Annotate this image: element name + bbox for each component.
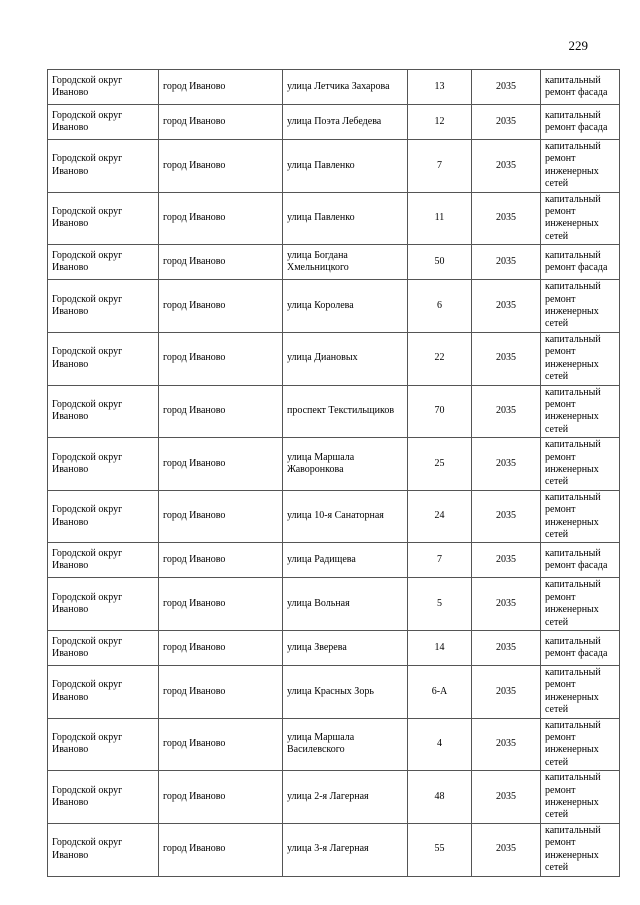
table-row	[48, 105, 620, 140]
work-type-cell: капитальный ремонт инженерных сетей	[541, 140, 620, 193]
table-row	[48, 823, 620, 876]
work-type-cell: капитальный ремонт инженерных сетей	[541, 280, 620, 333]
work-type-cell: капитальный ремонт инженерных сетей	[541, 718, 620, 771]
okrug-cell: Городской округ Иваново	[48, 823, 159, 876]
street-cell: улица Богдана Хмельницкого	[283, 245, 408, 280]
work-type-cell: капитальный ремонт инженерных сетей	[541, 385, 620, 438]
city-cell: город Иваново	[159, 245, 283, 280]
okrug-cell: Городской округ Иваново	[48, 70, 159, 105]
table-row	[48, 245, 620, 280]
street-cell: улица Маршала Жаворонкова	[283, 438, 408, 491]
city-cell: город Иваново	[159, 438, 283, 491]
street-cell: улица 10-я Санаторная	[283, 490, 408, 543]
house-number-cell: 7	[408, 140, 472, 193]
city-cell: город Иваново	[159, 385, 283, 438]
table-row	[48, 543, 620, 578]
okrug-cell: Городской округ Иваново	[48, 438, 159, 491]
year-cell: 2035	[472, 771, 541, 824]
table-row	[48, 70, 620, 105]
table-body	[48, 70, 620, 877]
year-cell: 2035	[472, 631, 541, 666]
street-cell: проспект Текстильщиков	[283, 385, 408, 438]
year-cell: 2035	[472, 543, 541, 578]
work-type-cell: капитальный ремонт инженерных сетей	[541, 823, 620, 876]
city-cell: город Иваново	[159, 70, 283, 105]
okrug-cell: Городской округ Иваново	[48, 666, 159, 719]
okrug-cell: Городской округ Иваново	[48, 631, 159, 666]
okrug-cell: Городской округ Иваново	[48, 280, 159, 333]
street-cell: улица Летчика Захарова	[283, 70, 408, 105]
okrug-cell: Городской округ Иваново	[48, 578, 159, 631]
house-number-cell: 6	[408, 280, 472, 333]
house-number-cell: 24	[408, 490, 472, 543]
city-cell: город Иваново	[159, 140, 283, 193]
work-type-cell: капитальный ремонт фасада	[541, 631, 620, 666]
work-type-cell: капитальный ремонт фасада	[541, 543, 620, 578]
city-cell: город Иваново	[159, 666, 283, 719]
house-number-cell: 4	[408, 718, 472, 771]
okrug-cell: Городской округ Иваново	[48, 140, 159, 193]
table-row	[48, 332, 620, 385]
street-cell: улица 2-я Лагерная	[283, 771, 408, 824]
house-number-cell: 5	[408, 578, 472, 631]
city-cell: город Иваново	[159, 578, 283, 631]
year-cell: 2035	[472, 578, 541, 631]
city-cell: город Иваново	[159, 192, 283, 245]
year-cell: 2035	[472, 70, 541, 105]
okrug-cell: Городской округ Иваново	[48, 543, 159, 578]
house-number-cell: 70	[408, 385, 472, 438]
street-cell: улица Павленко	[283, 140, 408, 193]
repair-schedule-table	[47, 69, 620, 877]
city-cell: город Иваново	[159, 332, 283, 385]
street-cell: улица Маршала Василевского	[283, 718, 408, 771]
city-cell: город Иваново	[159, 718, 283, 771]
table-row	[48, 666, 620, 719]
street-cell: улица Королева	[283, 280, 408, 333]
okrug-cell: Городской округ Иваново	[48, 332, 159, 385]
year-cell: 2035	[472, 385, 541, 438]
house-number-cell: 25	[408, 438, 472, 491]
table-row	[48, 280, 620, 333]
work-type-cell: капитальный ремонт инженерных сетей	[541, 332, 620, 385]
table-row	[48, 385, 620, 438]
city-cell: город Иваново	[159, 280, 283, 333]
year-cell: 2035	[472, 718, 541, 771]
street-cell: улица Зверева	[283, 631, 408, 666]
work-type-cell: капитальный ремонт инженерных сетей	[541, 192, 620, 245]
city-cell: город Иваново	[159, 105, 283, 140]
house-number-cell: 12	[408, 105, 472, 140]
house-number-cell: 11	[408, 192, 472, 245]
street-cell: улица Вольная	[283, 578, 408, 631]
year-cell: 2035	[472, 192, 541, 245]
year-cell: 2035	[472, 140, 541, 193]
table-row	[48, 490, 620, 543]
okrug-cell: Городской округ Иваново	[48, 718, 159, 771]
work-type-cell: капитальный ремонт фасада	[541, 70, 620, 105]
street-cell: улица Павленко	[283, 192, 408, 245]
work-type-cell: капитальный ремонт инженерных сетей	[541, 771, 620, 824]
table-row	[48, 771, 620, 824]
street-cell: улица Диановых	[283, 332, 408, 385]
house-number-cell: 55	[408, 823, 472, 876]
page-number: 229	[568, 38, 588, 53]
work-type-cell: капитальный ремонт фасада	[541, 105, 620, 140]
table-row	[48, 631, 620, 666]
street-cell: улица Радищева	[283, 543, 408, 578]
okrug-cell: Городской округ Иваново	[48, 385, 159, 438]
street-cell: улица Поэта Лебедева	[283, 105, 408, 140]
okrug-cell: Городской округ Иваново	[48, 105, 159, 140]
table-row	[48, 438, 620, 491]
year-cell: 2035	[472, 823, 541, 876]
okrug-cell: Городской округ Иваново	[48, 192, 159, 245]
year-cell: 2035	[472, 245, 541, 280]
city-cell: город Иваново	[159, 771, 283, 824]
year-cell: 2035	[472, 438, 541, 491]
year-cell: 2035	[472, 490, 541, 543]
work-type-cell: капитальный ремонт инженерных сетей	[541, 438, 620, 491]
okrug-cell: Городской округ Иваново	[48, 490, 159, 543]
street-cell: улица Красных Зорь	[283, 666, 408, 719]
year-cell: 2035	[472, 332, 541, 385]
table-row	[48, 192, 620, 245]
work-type-cell: капитальный ремонт инженерных сетей	[541, 666, 620, 719]
table-row	[48, 578, 620, 631]
year-cell: 2035	[472, 280, 541, 333]
city-cell: город Иваново	[159, 631, 283, 666]
year-cell: 2035	[472, 105, 541, 140]
house-number-cell: 13	[408, 70, 472, 105]
house-number-cell: 7	[408, 543, 472, 578]
work-type-cell: капитальный ремонт инженерных сетей	[541, 578, 620, 631]
work-type-cell: капитальный ремонт инженерных сетей	[541, 490, 620, 543]
house-number-cell: 6-А	[408, 666, 472, 719]
table-row	[48, 718, 620, 771]
street-cell: улица 3-я Лагерная	[283, 823, 408, 876]
house-number-cell: 48	[408, 771, 472, 824]
okrug-cell: Городской округ Иваново	[48, 245, 159, 280]
house-number-cell: 50	[408, 245, 472, 280]
table-row	[48, 140, 620, 193]
city-cell: город Иваново	[159, 490, 283, 543]
work-type-cell: капитальный ремонт фасада	[541, 245, 620, 280]
house-number-cell: 22	[408, 332, 472, 385]
year-cell: 2035	[472, 666, 541, 719]
okrug-cell: Городской округ Иваново	[48, 771, 159, 824]
house-number-cell: 14	[408, 631, 472, 666]
city-cell: город Иваново	[159, 823, 283, 876]
city-cell: город Иваново	[159, 543, 283, 578]
